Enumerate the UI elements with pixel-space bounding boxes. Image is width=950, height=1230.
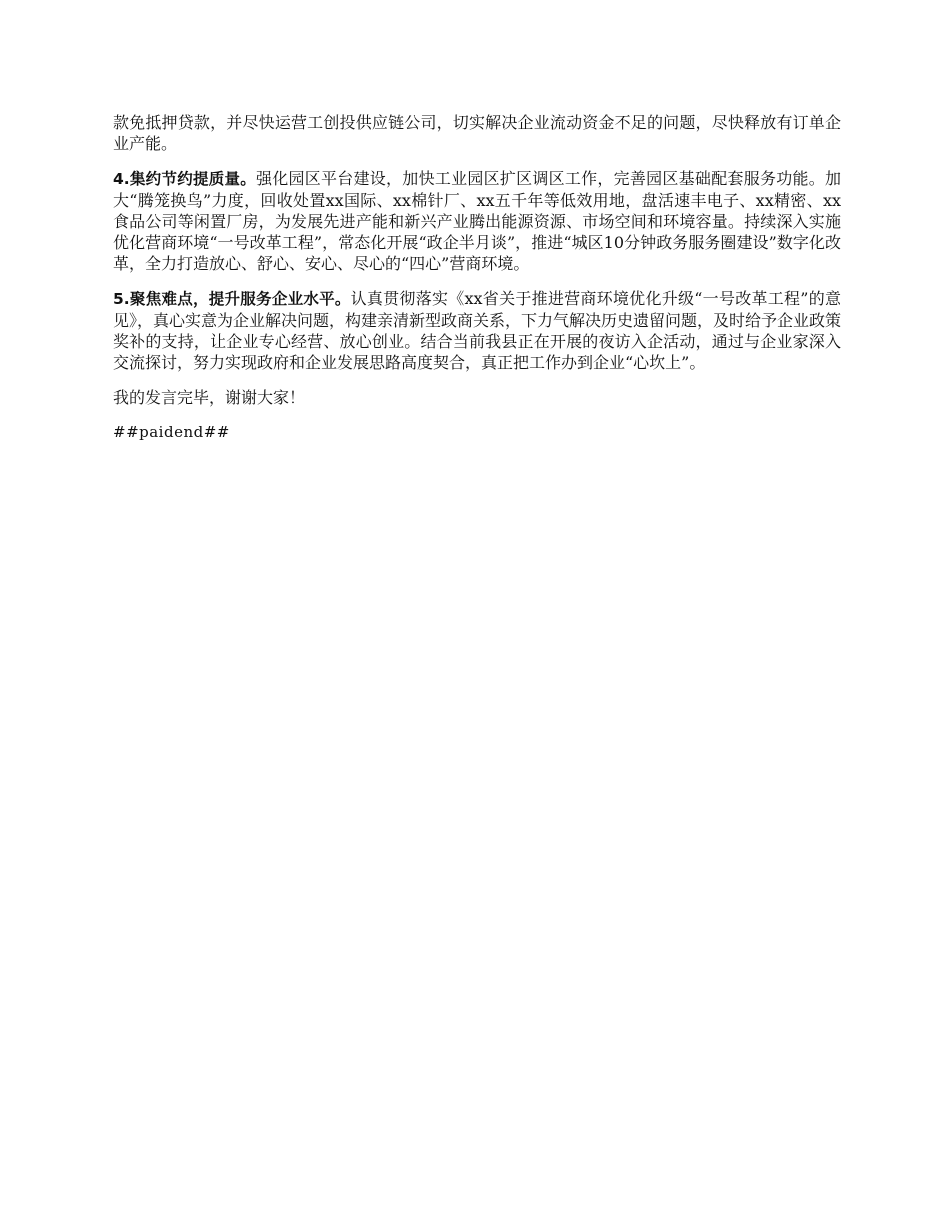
end-marker: ##paidend## xyxy=(113,423,230,441)
paragraph-body: 款免抵押贷款，并尽快运营工创投供应链公司，切实解决企业流动资金不足的问题，尽快释放有订单企业产能。 xyxy=(113,113,841,153)
document-page xyxy=(113,112,841,457)
paragraph-section-4 xyxy=(113,168,841,274)
paragraph-section-5 xyxy=(113,288,841,373)
paragraph-body: 认真贯彻落实《xx省关于推进营商环境优化升级“一号改革工程”的意见》，真心实意为企业解决问题，构建亲清新型政商关系，下力气解决历史遗留问题，及时给予企业政策奖补的支持，让企业专心经营、放心创业。结合当前我县正在开展的夜访入企活动，通过与企业家深入交流探讨，努力实现政府和企业发展思路高度契合，真正把工作办到企业“心坎上”。 xyxy=(113,289,842,372)
paragraph-body: 强化园区平台建设，加快工业园区扩区调区工作，完善园区基础配套服务功能。加大“腾笼换鸟”力度，回收处置xx国际、xx棉针厂、xx五千年等低效用地，盘活速丰电子、xx精密、xx食品公司等闲置厂房，为发展先进产能和新兴产业腾出能源资源、市场空间和环境容量。持续深入实施优化营商环境“一号改革工程”，常态化开展“政企半月谈”，推进“城区10分钟政务服务圈建设”数字化改革，全力打造放心、舒心、安心、尽心的“四心”营商环境。 xyxy=(113,169,841,273)
section-heading: 4.集约节约提质量。 xyxy=(113,170,256,188)
section-heading: 5.聚焦难点，提升服务企业水平。 xyxy=(113,290,351,308)
paragraph-closing xyxy=(113,387,841,408)
paragraph-body: 我的发言完毕，谢谢大家！ xyxy=(113,388,306,407)
paragraph-loan xyxy=(113,112,841,154)
